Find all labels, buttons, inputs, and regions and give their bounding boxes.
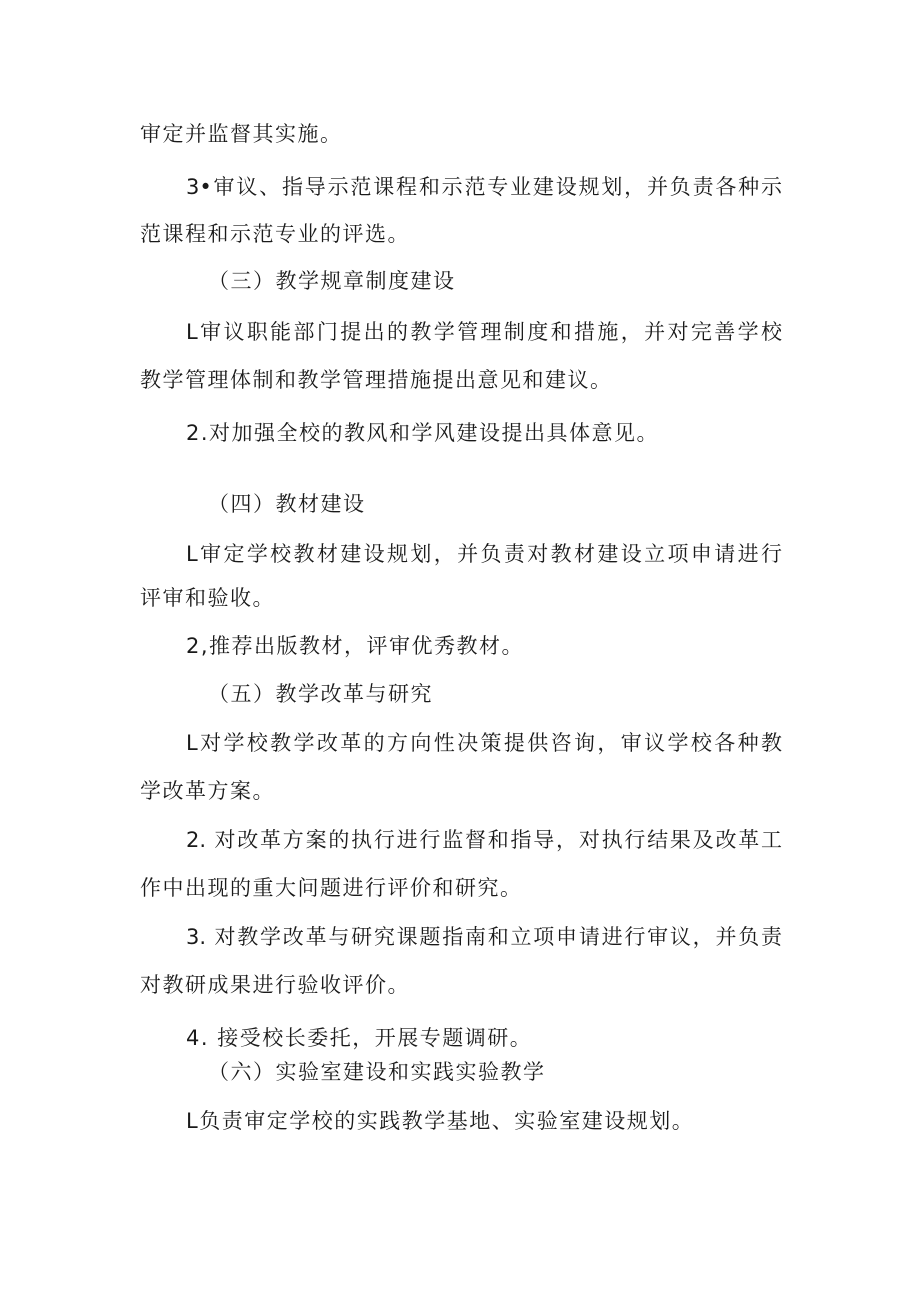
text-line: 2. 对改革方案的执行进行监督和指导，对执行结果及改革工 (186, 828, 782, 852)
section-heading: （六）实验室建设和实践实验教学 (208, 1060, 546, 1084)
text-line: 2.对加强全校的教风和学风建设提出具体意见。 (186, 421, 660, 445)
text-line: 学改革方案。 (140, 779, 275, 803)
text-line: 2,推荐出版教材，评审优秀教材。 (186, 634, 525, 658)
section-heading: （三）教学规章制度建设 (208, 269, 456, 293)
text-line: 3•审议、指导示范课程和示范专业建设规划，并负责各种示 (186, 175, 782, 199)
text-line: L对学校教学改革的方向性决策提供咨询，审议学校各种教 (186, 731, 782, 755)
text-line: 4. 接受校长委托，开展专题调研。 (186, 1026, 533, 1050)
text-line: L审议职能部门提出的教学管理制度和措施，并对完善学校 (186, 320, 782, 344)
text-line: L审定学校教材建设规划，并负责对教材建设立项申请进行 (186, 542, 782, 566)
text-line: 对教研成果进行验收评价。 (140, 973, 410, 997)
section-heading: （五）教学改革与研究 (208, 682, 433, 706)
text-line: 审定并监督其实施。 (140, 122, 343, 146)
section-heading: （四）教材建设 (208, 492, 366, 516)
text-line: 作中出现的重大问题进行评价和研究。 (140, 876, 523, 900)
text-line: 教学管理体制和教学管理措施提出意见和建议。 (140, 368, 613, 392)
text-line: 评审和验收。 (140, 586, 275, 610)
text-line: 范课程和示范专业的评选。 (140, 222, 410, 246)
text-line: 3. 对教学改革与研究课题指南和立项申请进行审议，并负责 (186, 925, 782, 949)
text-line: L负责审定学校的实践教学基地、实验室建设规划。 (186, 1109, 695, 1133)
